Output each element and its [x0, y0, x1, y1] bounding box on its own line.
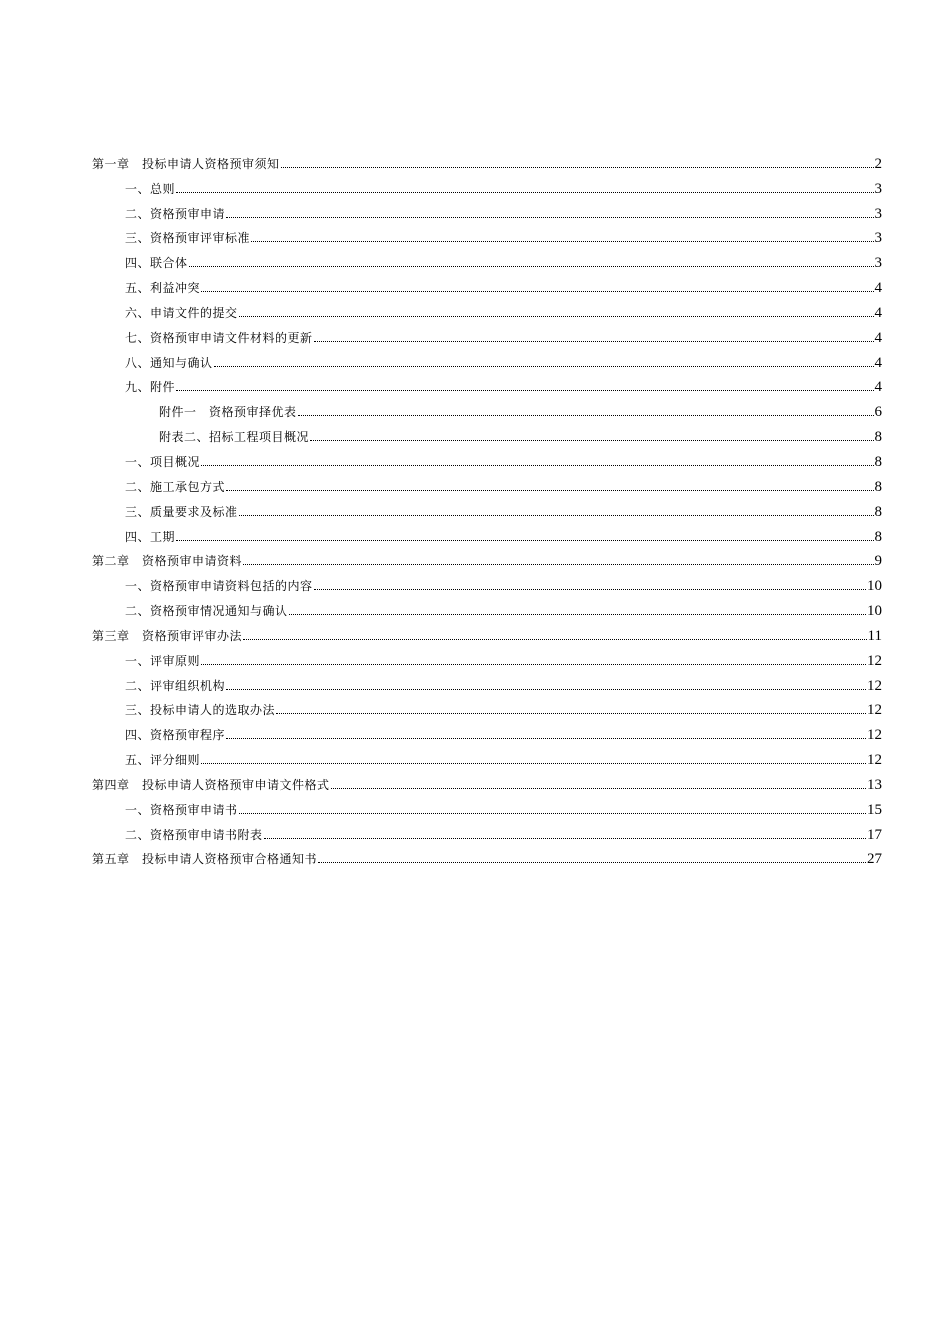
toc-entry[interactable]	[92, 420, 882, 445]
toc-entry-label: 八、通知与确认	[125, 355, 213, 370]
toc-dot-leader	[201, 664, 866, 665]
toc-dot-leader	[201, 465, 873, 466]
toc-entry[interactable]	[92, 768, 882, 793]
toc-page-number: 2	[874, 155, 882, 172]
toc-entry[interactable]	[92, 395, 882, 420]
toc-page-number: 3	[874, 255, 882, 272]
toc-entry[interactable]	[92, 147, 882, 172]
toc-page-number: 27	[867, 851, 882, 868]
toc-dot-leader	[239, 316, 874, 317]
toc-entry[interactable]	[92, 172, 882, 197]
toc-page-number: 3	[874, 230, 882, 247]
toc-dot-leader	[226, 689, 866, 690]
toc-entry-label: 二、资格预审申请书附表	[125, 827, 263, 842]
toc-page-number: 10	[867, 603, 882, 620]
toc-entry[interactable]	[92, 246, 882, 271]
toc-entry-label: 附件一 资格预审择优表	[159, 405, 297, 420]
toc-page-number: 4	[874, 329, 882, 346]
toc-entry-label: 第五章 投标申请人资格预审合格通知书	[92, 852, 318, 867]
toc-dot-leader	[226, 217, 873, 218]
toc-entry[interactable]	[92, 346, 882, 371]
toc-entry[interactable]	[92, 371, 882, 396]
toc-page-number: 11	[867, 627, 882, 644]
toc-entry-label: 五、利益冲突	[125, 281, 201, 296]
toc-entry[interactable]	[92, 445, 882, 470]
toc-entry-label: 三、资格预审评审标准	[125, 231, 251, 246]
toc-entry[interactable]	[92, 197, 882, 222]
toc-dot-leader	[226, 738, 866, 739]
toc-dot-leader	[239, 515, 874, 516]
toc-entry-label: 第一章 投标申请人资格预审须知	[92, 156, 280, 171]
toc-entry[interactable]	[92, 694, 882, 719]
toc-page-number: 4	[874, 280, 882, 297]
toc-page-number: 12	[867, 702, 882, 719]
toc-page-number: 17	[867, 826, 882, 843]
toc-dot-leader	[176, 540, 873, 541]
toc-dot-leader	[318, 862, 866, 863]
toc-entry-label: 三、投标申请人的选取办法	[125, 703, 276, 718]
toc-dot-leader	[243, 639, 867, 640]
toc-page-number: 8	[874, 528, 882, 545]
toc-dot-leader	[276, 713, 866, 714]
toc-entry[interactable]	[92, 296, 882, 321]
toc-entry[interactable]	[92, 793, 882, 818]
toc-dot-leader	[251, 241, 873, 242]
toc-entry[interactable]	[92, 520, 882, 545]
toc-entry-label: 三、质量要求及标准	[125, 504, 238, 519]
toc-page-number: 3	[874, 180, 882, 197]
toc-page-number: 8	[874, 478, 882, 495]
toc-dot-leader	[214, 366, 874, 367]
toc-page-number: 8	[874, 503, 882, 520]
toc-entry-label: 四、工期	[125, 529, 176, 544]
toc-page-number: 4	[874, 354, 882, 371]
toc-dot-leader	[298, 415, 874, 416]
toc-page-number: 12	[867, 652, 882, 669]
toc-dot-leader	[243, 564, 873, 565]
toc-entry[interactable]	[92, 495, 882, 520]
toc-entry-label: 第四章 投标申请人资格预审申请文件格式	[92, 777, 330, 792]
toc-page-number: 15	[867, 801, 882, 818]
toc-entry-label: 二、施工承包方式	[125, 479, 226, 494]
toc-entry-label: 一、资格预审申请书	[125, 802, 238, 817]
toc-page-number: 4	[874, 379, 882, 396]
toc-entry-label: 一、项目概况	[125, 454, 201, 469]
toc-dot-leader	[310, 440, 873, 441]
toc-entry-label: 四、联合体	[125, 256, 188, 271]
toc-page-number: 8	[874, 453, 882, 470]
toc-dot-leader	[176, 192, 873, 193]
toc-entry-label: 二、评审组织机构	[125, 678, 226, 693]
toc-page-number: 12	[867, 727, 882, 744]
toc-page-number: 13	[867, 776, 882, 793]
toc-entry-label: 五、评分细则	[125, 753, 201, 768]
toc-dot-leader	[264, 838, 866, 839]
toc-dot-leader	[314, 589, 866, 590]
toc-dot-leader	[176, 390, 873, 391]
toc-entry[interactable]	[92, 644, 882, 669]
toc-entry-label: 七、资格预审申请文件材料的更新	[125, 330, 313, 345]
toc-page-number: 6	[874, 404, 882, 421]
toc-entry-label: 二、资格预审情况通知与确认	[125, 604, 288, 619]
toc-page-number: 12	[867, 677, 882, 694]
toc-entry[interactable]	[92, 619, 882, 644]
toc-entry[interactable]	[92, 743, 882, 768]
toc-page-number: 12	[867, 752, 882, 769]
toc-dot-leader	[239, 813, 866, 814]
toc-entry[interactable]	[92, 569, 882, 594]
toc-entry-label: 一、总则	[125, 181, 176, 196]
toc-page-number: 4	[874, 304, 882, 321]
toc-entry[interactable]	[92, 669, 882, 694]
toc-page-number: 8	[874, 429, 882, 446]
toc-page-number: 9	[874, 553, 882, 570]
toc-entry[interactable]	[92, 843, 882, 868]
toc-entry-label: 一、评审原则	[125, 653, 201, 668]
toc-entry-label: 六、申请文件的提交	[125, 305, 238, 320]
toc-entry[interactable]	[92, 271, 882, 296]
toc-entry-label: 附表二、招标工程项目概况	[159, 430, 310, 445]
toc-entry-label: 九、附件	[125, 380, 176, 395]
toc-dot-leader	[331, 788, 866, 789]
toc-entry-label: 第三章 资格预审评审办法	[92, 628, 243, 643]
toc-page-number: 10	[867, 578, 882, 595]
toc-dot-leader	[281, 167, 874, 168]
toc-entry-label: 四、资格预审程序	[125, 728, 226, 743]
toc-entry[interactable]	[92, 470, 882, 495]
toc-entry[interactable]	[92, 222, 882, 247]
toc-entry[interactable]	[92, 321, 882, 346]
toc-entry-label: 第二章 资格预审申请资料	[92, 554, 243, 569]
toc-dot-leader	[314, 341, 874, 342]
toc-entry[interactable]	[92, 545, 882, 570]
toc-entry-label: 一、资格预审申请资料包括的内容	[125, 579, 313, 594]
toc-entry[interactable]	[92, 718, 882, 743]
toc-entry[interactable]	[92, 818, 882, 843]
toc-entry[interactable]	[92, 594, 882, 619]
toc-dot-leader	[289, 614, 866, 615]
toc-dot-leader	[189, 266, 874, 267]
table-of-contents	[92, 147, 882, 867]
toc-dot-leader	[201, 291, 873, 292]
toc-dot-leader	[201, 763, 866, 764]
toc-dot-leader	[226, 490, 873, 491]
toc-entry-label: 二、资格预审申请	[125, 206, 226, 221]
toc-page-number: 3	[874, 205, 882, 222]
